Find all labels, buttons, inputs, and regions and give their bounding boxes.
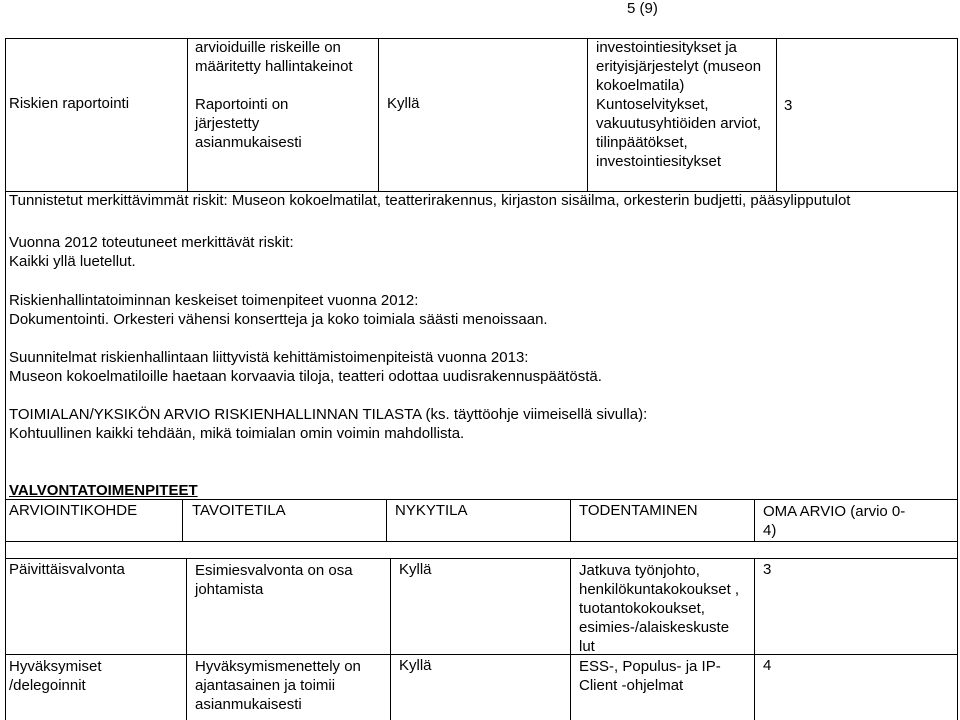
table-border-left [5,191,6,720]
risks-row: Tunnistetut merkittävimmät riskit: Museon kokoelmatilat, teatterirakennus, kirjaston sisäilma, orkesterin budjetti, pääsylipputulot [9,192,851,209]
data-divider [186,558,187,720]
table-border-left [5,38,6,191]
header-todentaminen: TODENTAMINEN [579,502,698,519]
cell-hallintakeinot: arvioiduille riskeille on määritetty hallintakeinot [195,39,353,75]
cell-investointiesitykset: investointiesitykset ja erityisjärjestelyt (museon kokoelmatila) [596,39,762,94]
header-rule-top [5,499,958,500]
data-rule-top [5,558,958,559]
table-divider [587,38,588,191]
header-rule-bottom [5,541,958,542]
cell-riskien-raportointi: Riskien raportointi [9,95,130,112]
valvonta-title: VALVONTATOIMENPITEET [9,482,198,499]
table-rule [5,38,958,39]
row1-kohde: Päivittäisvalvonta [9,561,125,578]
header-tavoitetila: TAVOITETILA [192,502,286,519]
header-divider [570,499,571,542]
data-divider [754,558,755,720]
section-2012-text: Kaikki yllä luetellut. [9,253,136,270]
row1-arvio: 3 [763,561,772,578]
row1-nykytila: Kyllä [399,561,432,578]
section-suunnitelmat-text: Museon kokoelmatiloille haetaan korvaavia tiloja, teatteri odottaa uudisrakennuspäätöstä. [9,368,602,385]
section-suunnitelmat-heading: Suunnitelmat riskienhallintaan liittyvistä kehittämistoimenpiteistä vuonna 2013: [9,349,529,366]
header-arviointikohde: ARVIOINTIKOHDE [9,502,138,519]
row2-nykytila: Kyllä [399,657,432,674]
header-divider [182,499,183,542]
table-divider [378,38,379,191]
row2-tavoite: Hyväksymismenettely on ajantasainen ja toimii asianmukaisesti [195,658,361,713]
header-divider [386,499,387,542]
row2-kohde: Hyväksymiset /delegoinnit [9,658,102,694]
row2-arvio: 4 [763,657,772,674]
data-row-rule [5,654,958,655]
header-oma-arvio: OMA ARVIO (arvio 0-4) [763,503,906,539]
section-arvio-text: Kohtuullinen kaikki tehdään, mikä toimialan omin voimin mahdollista. [9,425,465,442]
data-divider [390,558,391,720]
row2-todentaminen: ESS-, Populus- ja IP-Client -ohjelmat [579,658,721,694]
page-number: 5 (9) [627,0,658,17]
cell-raportointi: Raportointi on järjestetty asianmukaisesti [195,96,302,151]
section-toimenpiteet-text: Dokumentointi. Orkesteri vähensi konsertteja ja koko toimiala säästi menoissaan. [9,311,548,328]
section-2012-heading: Vuonna 2012 toteutuneet merkittävät riskit: [9,234,294,251]
cell-kylla: Kyllä [387,95,420,112]
section-arvio-heading: TOIMIALAN/YKSIKÖN ARVIO RISKIENHALLINNAN TILASTA (ks. täyttöohje viimeisellä sivulla): [9,406,648,423]
header-divider [754,499,755,542]
table-divider [776,38,777,191]
section-toimenpiteet-heading: Riskienhallintatoiminnan keskeiset toimenpiteet vuonna 2012: [9,292,419,309]
table-divider [187,38,188,191]
cell-arvio: 3 [784,97,793,114]
data-divider [570,558,571,720]
table-border-right [957,38,958,720]
row1-tavoite: Esimiesvalvonta on osa johtamista [195,562,353,598]
header-nykytila: NYKYTILA [395,502,468,519]
cell-kuntoselvitykset: Kuntoselvitykset, vakuutusyhtiöiden arviot, tilinpäätökset, investointiesitykset [596,96,762,170]
row1-todentaminen: Jatkuva työnjohto, henkilökuntakokoukset , tuotantokokoukset, esimies-/alaiskeskuste lut [579,562,740,655]
